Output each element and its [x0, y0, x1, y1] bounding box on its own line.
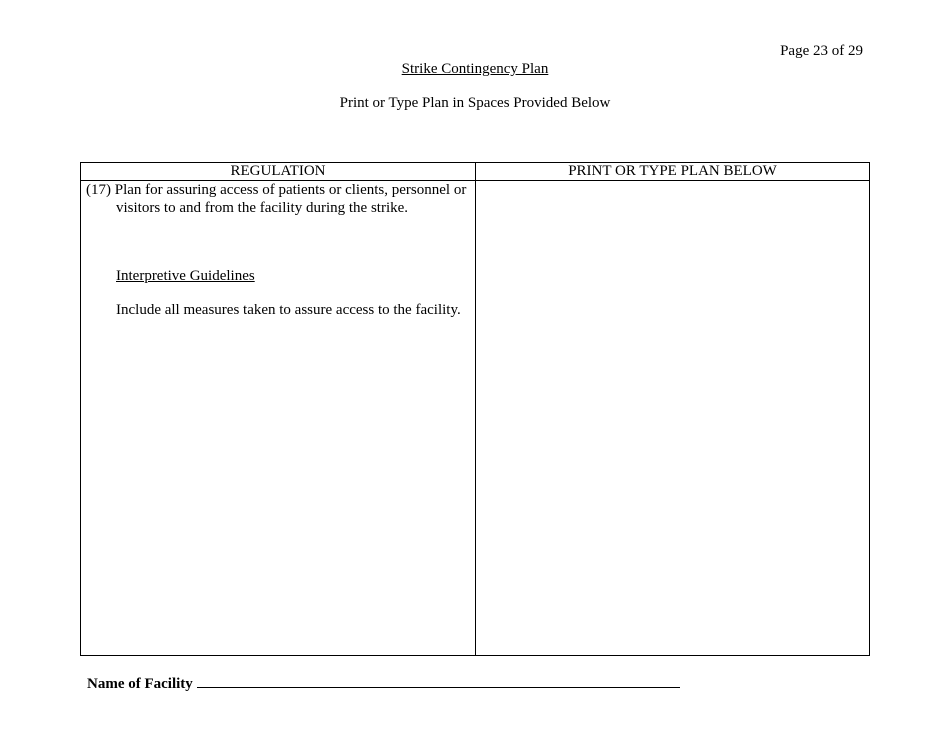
- regulation-number: (17): [86, 182, 111, 198]
- facility-name-field[interactable]: [197, 673, 680, 688]
- facility-name-label: Name of Facility: [87, 676, 193, 692]
- regulation-cell: [86, 181, 468, 319]
- page-number: Page 23 of 29: [780, 43, 863, 59]
- regulation-item: [86, 181, 468, 217]
- facility-name-row: [87, 673, 680, 693]
- document-subtitle: Print or Type Plan in Spaces Provided Below: [339, 95, 611, 111]
- header-plan: PRINT OR TYPE PLAN BELOW: [568, 163, 777, 179]
- guidelines-text: Include all measures taken to assure access to the facility.: [116, 302, 461, 318]
- column-divider: [475, 163, 476, 655]
- plan-table: [80, 162, 870, 656]
- plan-entry-area[interactable]: [477, 181, 869, 655]
- document-title: Strike Contingency Plan: [401, 61, 549, 77]
- header-regulation: REGULATION: [230, 163, 326, 179]
- guidelines-heading: Interpretive Guidelines: [116, 268, 255, 284]
- regulation-text: Plan for assuring access of patients or clients, personnel or visitors to and from the facility during the strike.: [114, 182, 467, 216]
